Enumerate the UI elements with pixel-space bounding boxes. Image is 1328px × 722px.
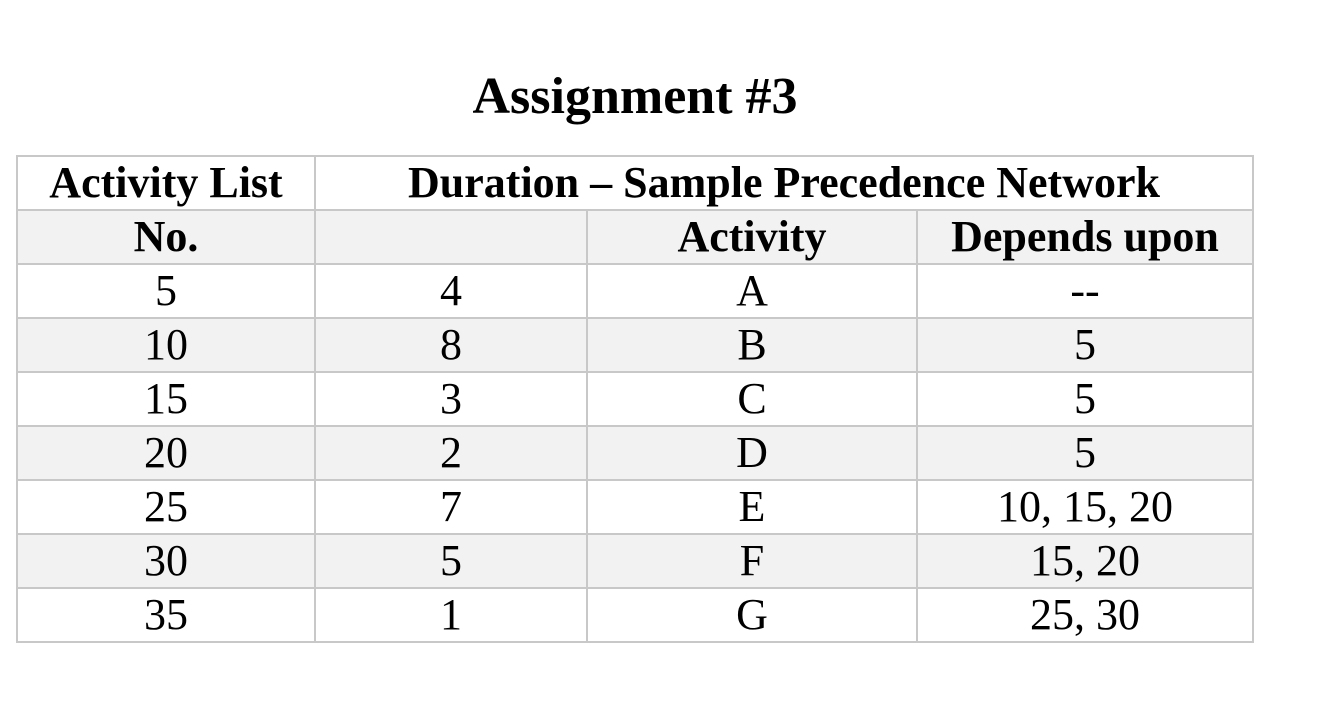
cell-depends: 5 [917,318,1253,372]
cell-activity: B [587,318,917,372]
subheader-no: No. [17,210,315,264]
header-activity-list: Activity List [17,156,315,210]
precedence-table [16,155,1254,643]
cell-activity: C [587,372,917,426]
cell-duration: 4 [315,264,587,318]
page-title: Assignment #3 [472,68,798,125]
cell-no: 20 [17,426,315,480]
cell-depends: -- [917,264,1253,318]
cell-duration: 2 [315,426,587,480]
table-row [17,588,1253,642]
cell-duration: 5 [315,534,587,588]
cell-no: 10 [17,318,315,372]
cell-no: 30 [17,534,315,588]
cell-no: 15 [17,372,315,426]
table-row [17,372,1253,426]
table-row [17,534,1253,588]
cell-duration: 1 [315,588,587,642]
cell-activity: A [587,264,917,318]
subheader-duration [315,210,587,264]
cell-depends: 5 [917,372,1253,426]
table-row [17,426,1253,480]
table-row [17,318,1253,372]
table-header-row [17,156,1253,210]
cell-duration: 8 [315,318,587,372]
cell-no: 35 [17,588,315,642]
cell-activity: D [587,426,917,480]
table-subheader-row [17,210,1253,264]
table-row [17,264,1253,318]
header-duration-network: Duration – Sample Precedence Network [315,156,1253,210]
cell-activity: G [587,588,917,642]
cell-depends: 5 [917,426,1253,480]
table-row [17,480,1253,534]
cell-no: 5 [17,264,315,318]
cell-duration: 3 [315,372,587,426]
subheader-activity: Activity [587,210,917,264]
cell-depends: 10, 15, 20 [917,480,1253,534]
cell-depends: 15, 20 [917,534,1253,588]
subheader-depends-upon: Depends upon [917,210,1253,264]
cell-duration: 7 [315,480,587,534]
cell-activity: F [587,534,917,588]
cell-activity: E [587,480,917,534]
cell-depends: 25, 30 [917,588,1253,642]
cell-no: 25 [17,480,315,534]
